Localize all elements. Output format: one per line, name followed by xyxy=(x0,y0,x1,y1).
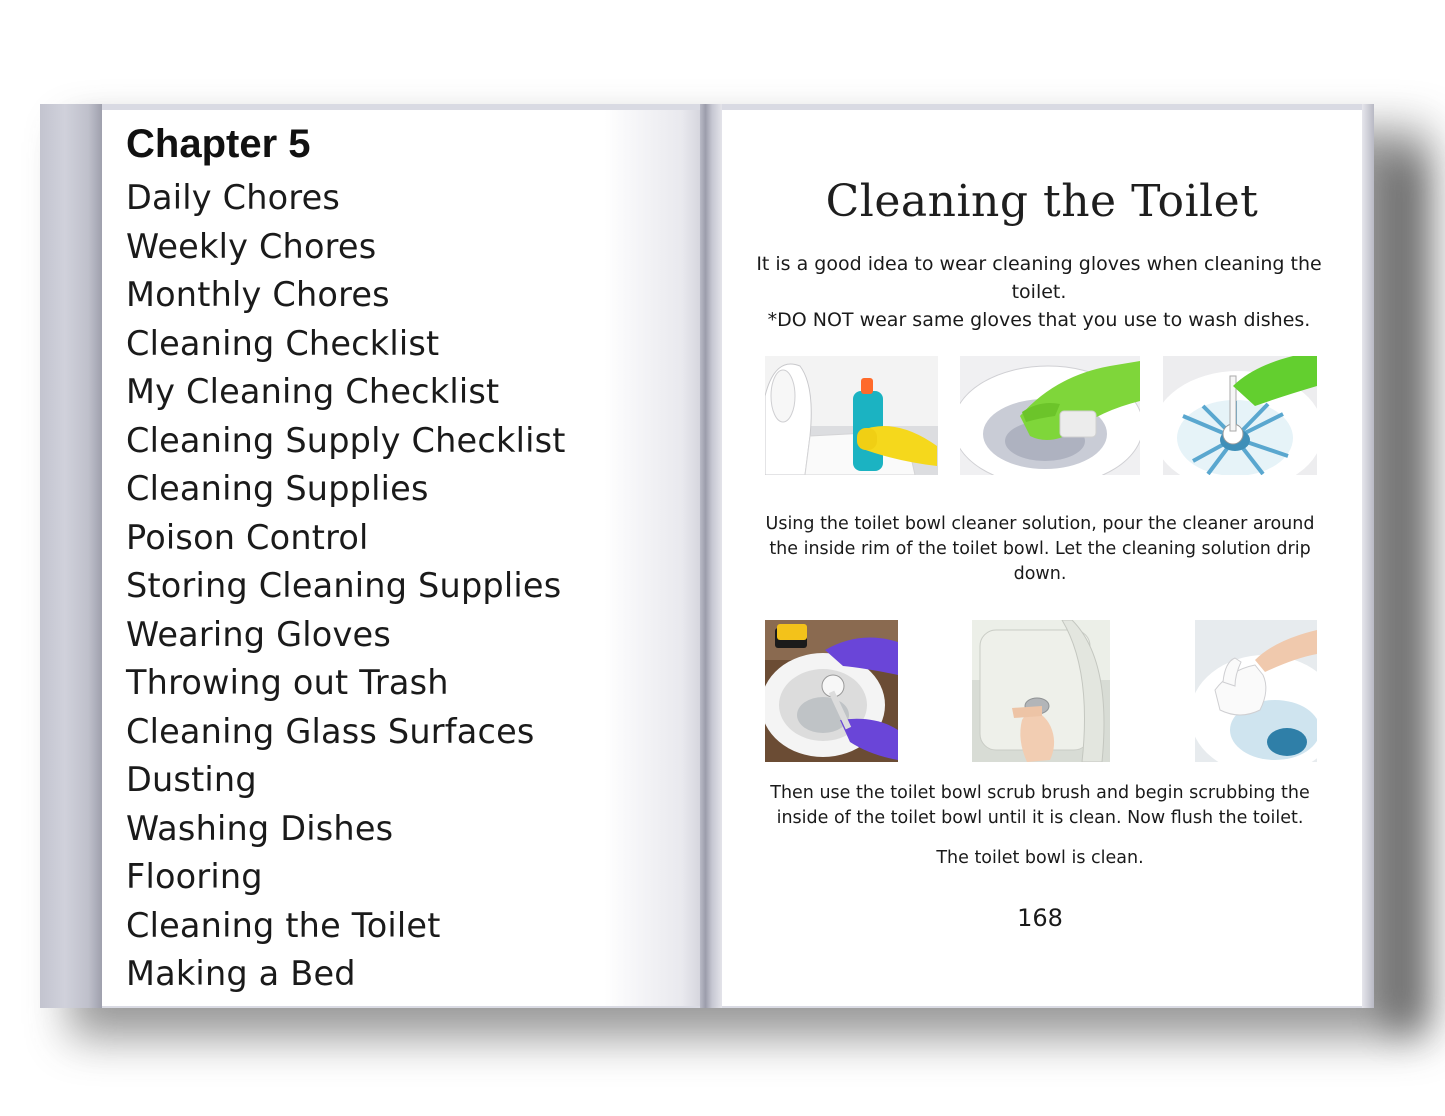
book-gutter xyxy=(700,104,722,1008)
toc-item: Monthly Chores xyxy=(126,275,390,314)
done-text: The toilet bowl is clean. xyxy=(936,848,1144,868)
toc-item: Daily Chores xyxy=(126,178,341,217)
photo-purple-gloves-brushing xyxy=(765,620,898,762)
toc-item: Storing Cleaning Supplies xyxy=(126,566,562,605)
warning-line: *DO NOT wear same gloves that you use to wash dishes. xyxy=(767,309,1311,331)
photo-brush-blue-swirl-bowl xyxy=(1163,356,1317,475)
photo-white-glove-thumbs-up xyxy=(1195,620,1317,762)
toc-item: Cleaning Checklist xyxy=(126,323,440,363)
toc-item: Flooring xyxy=(126,857,263,896)
photo-cleaner-bottle-yellow-glove xyxy=(765,356,938,475)
photo-green-glove-wiping-bowl xyxy=(960,356,1140,475)
toc-item: Poison Control xyxy=(126,517,369,557)
toc-item: Throwing out Trash xyxy=(126,663,449,702)
page-number: 168 xyxy=(1017,904,1063,932)
intro-text xyxy=(752,250,1326,334)
toc-item: Washing Dishes xyxy=(126,808,394,848)
toc-item: Dusting xyxy=(126,760,257,799)
toc-list xyxy=(126,174,566,999)
book-shadow-right xyxy=(1390,160,1420,1030)
toc-item: Cleaning Supply Checklist xyxy=(126,420,566,460)
intro-line: It is a good idea to wear cleaning gloves when cleaning the toilet. xyxy=(756,253,1322,303)
toc-item: Cleaning Supplies xyxy=(126,469,429,508)
book-left-edge xyxy=(40,104,102,1008)
photo-hand-pressing-flush xyxy=(972,620,1110,762)
toc-item: Cleaning the Toilet xyxy=(126,905,441,945)
toc-item: My Cleaning Checklist xyxy=(126,372,500,411)
toc-item: Weekly Chores xyxy=(126,226,377,266)
step-pour-text: Using the toilet bowl cleaner solution, pour the cleaner around the inside rim of the toilet bowl. Let the cleaning solution drip down. xyxy=(765,514,1315,584)
toc-item: Cleaning Glass Surfaces xyxy=(126,711,535,751)
chapter-title: Chapter 5 xyxy=(126,122,311,166)
book-right-edge xyxy=(1362,104,1374,1008)
page-title: Cleaning the Toilet xyxy=(825,176,1259,227)
toc-item: Wearing Gloves xyxy=(126,614,391,654)
toc-item: Making a Bed xyxy=(126,954,356,993)
step-scrub-text: Then use the toilet bowl scrub brush and begin scrubbing the inside of the toilet bowl until it is clean. Now flush the toilet. xyxy=(770,783,1310,828)
